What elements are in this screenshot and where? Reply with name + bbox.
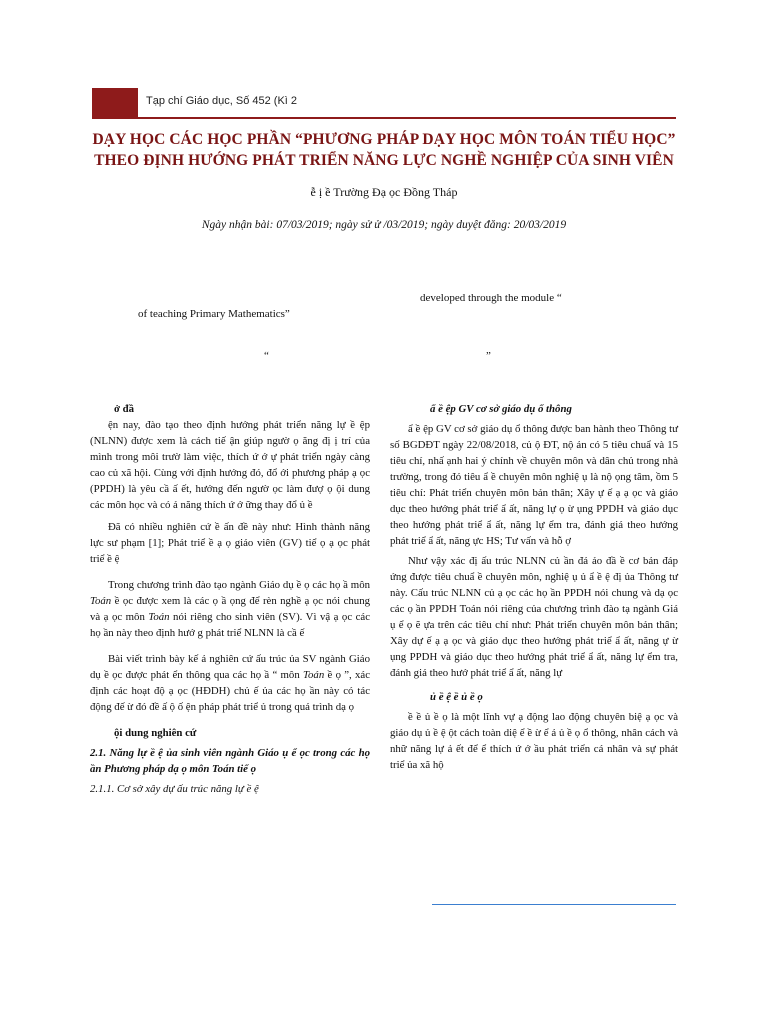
header-rule	[92, 117, 676, 119]
article-title-line-1: DẠY HỌC CÁC HỌC PHẦN “PHƯƠNG PHÁP DẠY HỌC MÔN TOÁN TIỂU HỌC”	[92, 131, 676, 148]
abstract-en-fragment-2: of teaching Primary Mathematics”	[138, 308, 290, 320]
paragraph-intro-3: Trong chương trình đào tạo ngành Giáo dụ ề ọ các họ ầ môn Toán ề ọc được xem là các ọ ầ ọng để rèn nghề ạ ọc nói chung và ạ ọc môn Toán nói riêng cho sinh viên (SV). Vì vậ ạ ọc các họ ần này theo định hướ g phát triể NLNN là cầ ế	[90, 579, 370, 639]
subsection-heading-2-1: 2.1. Năng lự ề ệ ủa sinh viên ngành Giáo ụ ể ọc trong các họ ần Phương pháp dạ ọ môn Toán tiể ọ	[90, 747, 370, 775]
left-column	[90, 401, 370, 797]
keyword-quote-open: “	[264, 350, 269, 362]
right-column	[390, 401, 678, 773]
paragraph-standard-1: ẩ ề ệp GV cơ sở giáo dụ ổ thông được ban hành theo Thông tư số BGDĐT ngày 22/08/2018, củ ộ ĐT, nộ ản có 5 tiêu chuẩ và 15 tiêu chí, nhấ ạnh hai ý chính về chuyên môn và dân chủ trong nhà trường, trong đó tiêu ẩ ề chuyên môn nghiệ ụ là nộ ọng tâm, ồm 5 tiêu chí: Phát triển chuyên môn bản thân; Xây ự ế ạ ạ ọc và giáo dục theo hướng phát triể ẩ ất, năng lự ọ ừ ụng PPDH và giáo dục theo hướng phát triể ẩ ất, năng lự ểm tra, đánh giá theo hướng phát triể ẩ ất, năng ực HS; Tư vấn và hỗ ợ	[390, 423, 678, 547]
footnote-rule	[432, 904, 676, 905]
right-heading-standard: ẩ ề ệp GV cơ sở giáo dụ ổ thông	[430, 403, 572, 415]
paragraph-intro-1: ện nay, đào tạo theo định hướng phát triển năng lự ề ệp (NLNN) được xem là cách tiế ận giúp ngườ ọ ăng đị ị trí của mình trong môi trườ làm việc, thích ứ ớ ự phát triển ngày càng cao củ xã hội. Cùng với định hướng đó, đổ ới phương pháp ạ ọc (PPDH) là yêu cầ ấ ết, hướng đến ngườ ọc làm đượ ọ ội dung các môn học và có ả năng thích ứ ớ ững thay đổ ủ ề	[90, 419, 370, 511]
paragraph-standard-2: Như vậy xác đị ấu trúc NLNN củ ần đả ảo đầ ề cơ bản đáp ứng được tiêu chuẩ ề chuyên môn, nghiệ ụ ủ ẩ ề ệ đị ủa Thông tư này. Cấu trúc NLNN củ ạ ọc các họ ần PPDH nói chung và dạ ọc các ọ ần PPDH Toán nói riêng của chương trình đào tạ ngành Giá ụ ể ọ ẽ ựa trên các tiêu chí như: Phát triển chuyên môn bản thân; Xây dự ế ạ ạ ọc và giáo dục theo hướng phát triể ẩ ất, năng ự ừ ụng PPDH và giáo dục theo hướng phát triể ẩ ất, năng lự ểm tra, đánh giá theo hướ phát triể ẩ ất, năng lự	[390, 555, 678, 679]
subsection-heading-2-1-1: 2.1.1. Cơ sở xây dự ấu trúc năng lự ề ệ	[90, 783, 259, 795]
abstract-en-fragment-1: developed through the module “	[420, 292, 562, 304]
article-title-line-2: THEO ĐỊNH HƯỚNG PHÁT TRIỂN NĂNG LỰC NGHỀ NGHIỆP CỦA SINH VIÊN	[94, 152, 674, 169]
header-color-block	[92, 88, 138, 118]
keyword-quote-close: ”	[486, 350, 491, 362]
paragraph-concept: ề ề ủ ề ọ là một lĩnh vự ạ động lao động chuyên biệ ạ ọc và giáo dụ ủ ề ệ ột cách toàn diệ ể ề ừ ể ả ủ ề ọ ổ thông, nhân cách và nhữ năng lự ả ết để ể thích ứ ớ ầu phát triển cá nhân và sự phát triể ủa xã hộ	[390, 711, 678, 771]
author-affiliation: ễ ị ề Trường Đạ ọc Đồng Tháp	[310, 185, 458, 199]
section-heading-intro: ở đầ	[114, 403, 135, 415]
paragraph-intro-2: Đã có nhiều nghiên cứ ề ấn đề này như: Hình thành năng lực sư phạm [1]; Phát triể ề ạ ọ giáo viên (GV) tiể ọ ạ ọc phát triể ề ệ	[90, 521, 370, 565]
journal-name: Tạp chí Giáo dục, Số 452 (Kì 2	[146, 95, 298, 107]
paragraph-intro-4: Bài viết trình bày kế ả nghiên cứ ấu trúc ủa SV ngành Giáo dụ ề ọc được phát ển thông qua các họ ầ “ môn Toán ề ọ ”, xác định các hoạt độ ạ ọc (HĐDH) chủ ế ủa các họ ần này có tác động đế ừ đó đề ấ ộ ố ện pháp phát triể ủ trong quá trình dạ ọ	[90, 653, 370, 713]
section-heading-content: ội dung nghiên cứ	[114, 727, 197, 739]
right-heading-concept: ủ ề ệ ề ủ ề ọ	[430, 691, 483, 703]
article-dates: Ngày nhận bài: 07/03/2019; ngày sử ử /03/2019; ngày duyệt đăng: 20/03/2019	[201, 219, 567, 231]
